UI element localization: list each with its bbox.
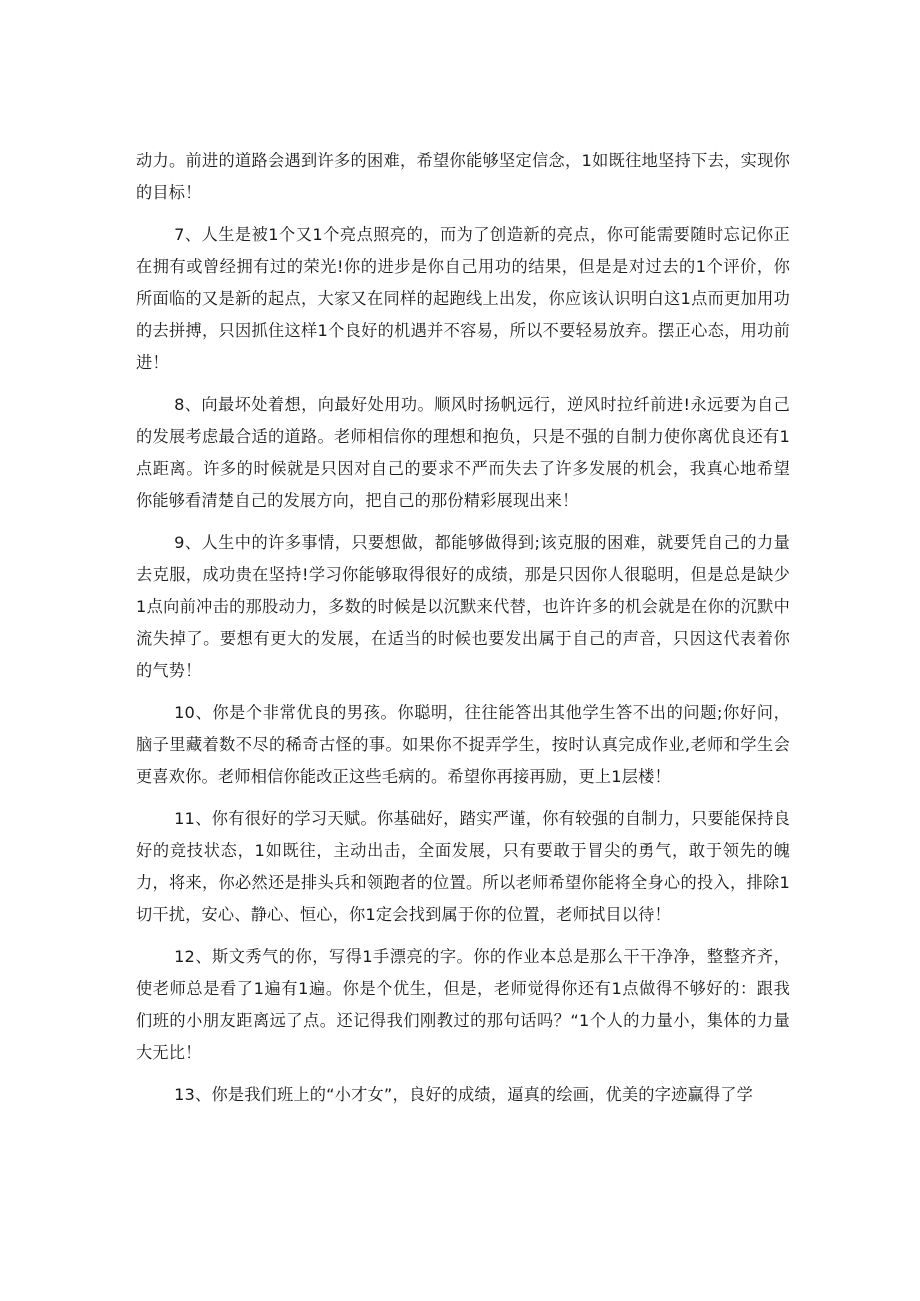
paragraph-item-10: 10、你是个非常优良的男孩。你聪明，往往能答出其他学生答不出的问题;你好问，脑子里藏着数不尽的稀奇古怪的事。如果你不捉弄学生，按时认真完成作业,老师和学生会更喜欢你。老师相信你能改正这些毛病的。希望你再接再励，更上1层楼！ <box>136 703 790 786</box>
paragraph-item-13: 13、你是我们班上的“小才女”，良好的成绩，逼真的绘画，优美的字迹赢得了学 <box>174 1085 754 1104</box>
paragraph-item-7: 7、人生是被1个又1个亮点照亮的，而为了创造新的亮点，你可能需要随时忘记你正在拥有或曾经拥有过的荣光!你的进步是你自己用功的结果，但是是对过去的1个评价，你所面临的又是新的起点，大家又在同样的起跑线上出发，你应该认识明白这1点而更加用功的去拼搏，只因抓住这样1个良好的机遇并不容易，所以不要轻易放弃。摆正心态，用功前进！ <box>136 225 790 372</box>
paragraph-item-8: 8、向最坏处着想，向最好处用功。顺风时扬帆远行，逆风时拉纤前进!永远要为自己的发展考虑最合适的道路。老师相信你的理想和抱负，只是不强的自制力使你离优良还有1点距离。许多的时候就是只因对自己的要求不严而失去了许多发展的机会，我真心地希望你能够看清楚自己的发展方向，把自己的那份精彩展现出来！ <box>136 395 790 510</box>
paragraph-continuation: 动力。前进的道路会遇到许多的困难，希望你能够坚定信念，1如既往地坚持下去，实现你的目标！ <box>136 151 790 202</box>
paragraph-item-12: 12、斯文秀气的你，写得1手漂亮的字。你的作业本总是那么干干净净，整整齐齐，使老师总是看了1遍有1遍。你是个优生，但是，老师觉得你还有1点做得不够好的：跟我们班的小朋友距离远了点。还记得我们刚教过的那句话吗？“1个人的力量小，集体的力量大无比！ <box>136 947 790 1062</box>
paragraph-item-11: 11、你有很好的学习天赋。你基础好，踏实严谨，你有较强的自制力，只要能保持良好的竞技状态，1如既往，主动出击，全面发展，只有要敢于冒尖的勇气，敢于领先的魄力，将来，你必然还是排头兵和领跑者的位置。所以老师希望你能将全身心的投入，排除1切干扰，安心、静心、恒心，你1定会找到属于你的位置，老师拭目以待！ <box>136 809 790 924</box>
paragraph-item-9: 9、人生中的许多事情，只要想做，都能够做得到;该克服的困难，就要凭自己的力量去克服，成功贵在坚持!学习你能够取得很好的成绩，那是只因你人很聪明，但是总是缺少1点向前冲击的那股动力，多数的时候是以沉默来代替，也许许多的机会就是在你的沉默中流失掉了。要想有更大的发展，在适当的时候也要发出属于自己的声音，只因这代表着你的气势！ <box>136 533 790 680</box>
document-body <box>136 145 790 1121</box>
